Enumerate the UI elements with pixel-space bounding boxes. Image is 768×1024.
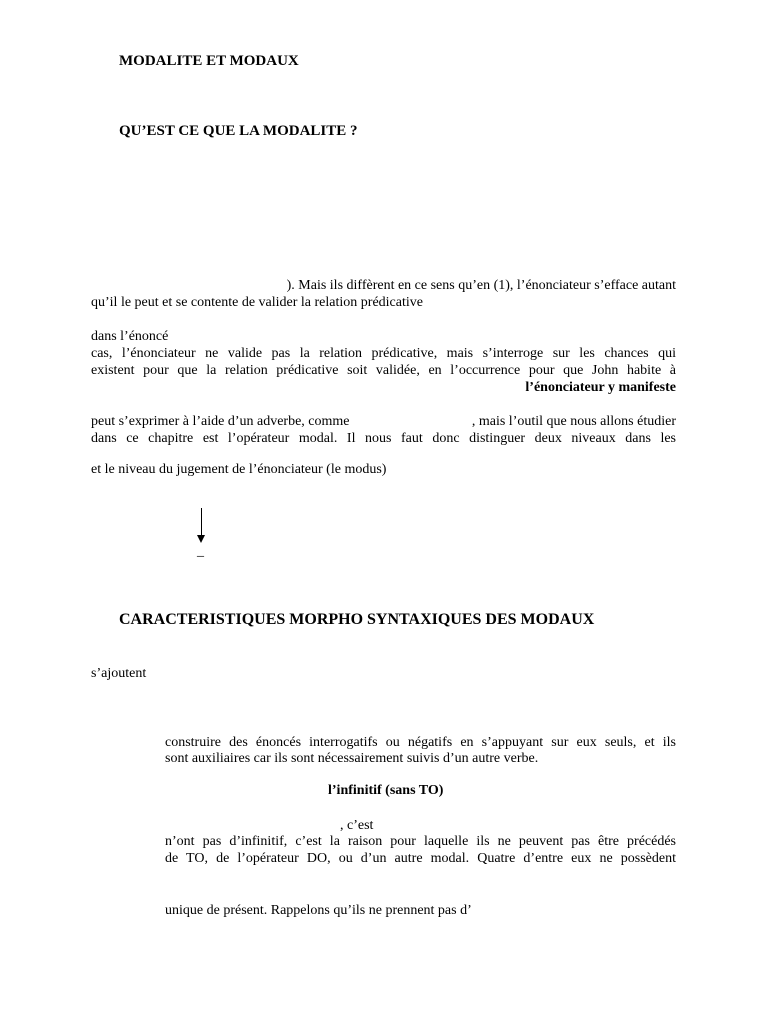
paragraph-2-line-3: existent pour que la relation prédicative soit validée, en l’occurrence pour que John habite à (91, 363, 676, 378)
paragraph-2-line-2: cas, l’énonciateur ne valide pas la relation prédicative, mais s’interroge sur les chances qui (91, 346, 676, 361)
paragraph-3-line-1b: , mais l’outil que nous allons étudier (471, 414, 676, 429)
paragraph-1-line-1: ). Mais ils diffèrent en ce sens qu’en (1), l’énonciateur s’efface autant (286, 278, 676, 293)
paragraph-4-line-2: sont auxiliaires car ils sont nécessairement suivis d’un autre verbe. (165, 751, 539, 766)
paragraph-3-line-2: dans ce chapitre est l’opérateur modal. Il nous faut donc distinguer deux niveaux dans les (91, 431, 676, 446)
paragraph-4-line-1: construire des énoncés interrogatifs ou négatifs en s’appuyant sur eux seuls, et ils (165, 735, 676, 750)
dash-mark: _ (197, 544, 204, 559)
document-title: MODALITE ET MODAUX (119, 53, 299, 69)
paragraph-3-line-3: et le niveau du jugement de l’énonciateur (le modus) (91, 462, 387, 477)
paragraph-5-line-3: de TO, de l’opérateur DO, ou d’un autre modal. Quatre d’entre eux ne possèdent (165, 851, 676, 866)
paragraph-5-line-2: n’ont pas d’infinitif, c’est la raison pour laquelle ils ne peuvent pas être précédés (165, 834, 676, 849)
paragraph-6-line-1: unique de présent. Rappelons qu’ils ne prennent pas d’ (165, 903, 472, 918)
section-heading-morpho-syntax: CARACTERISTIQUES MORPHO SYNTAXIQUES DES MODAUX (119, 611, 595, 628)
paragraph-2-line-1: dans l’énoncé (91, 329, 169, 344)
infinitif-bold-text: l’infinitif (sans TO) (328, 783, 444, 798)
s-ajoutent-text: s’ajoutent (91, 666, 147, 681)
paragraph-3-line-1a: peut s’exprimer à l’aide d’un adverbe, comme (91, 414, 350, 429)
section-heading-modalite: QU’EST CE QUE LA MODALITE ? (119, 123, 358, 139)
paragraph-2-line-4: l’énonciateur y manifeste (525, 380, 676, 395)
paragraph-5-line-1: , c’est (340, 818, 374, 833)
paragraph-1-line-2: qu’il le peut et se contente de valider la relation prédicative (91, 295, 423, 310)
